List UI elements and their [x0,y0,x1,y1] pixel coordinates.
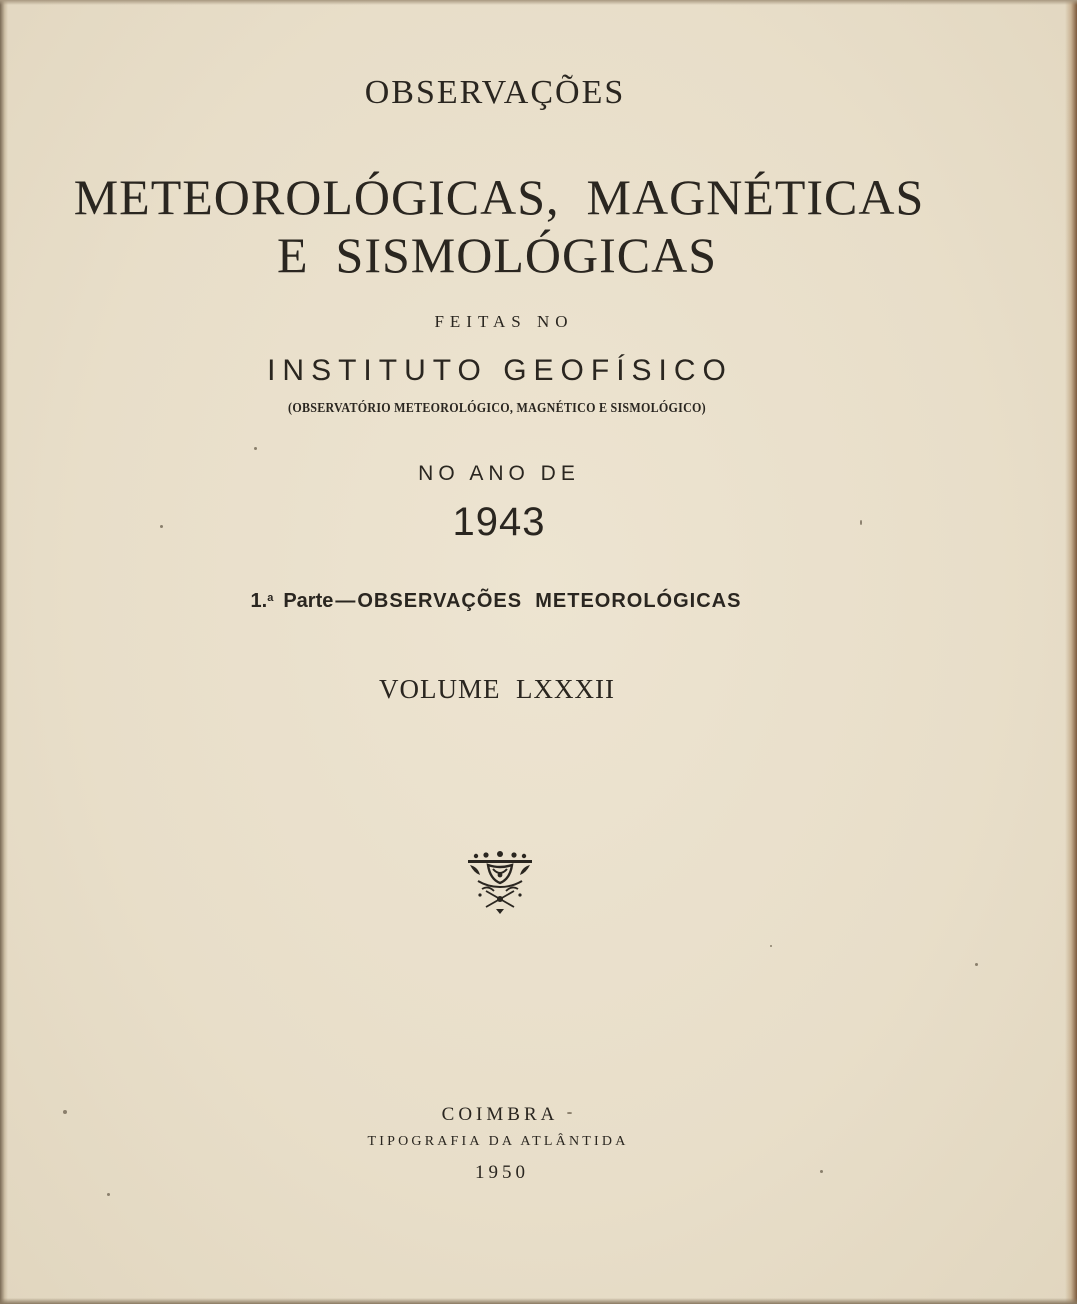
institution-subtitle: (OBSERVATÓRIO METEOROLÓGICO, MAGNÉTICO E SISMOLÓGICO) [288,401,706,416]
part-ordinal: 1. [250,590,268,612]
part-dash: — [335,590,356,612]
feitas-no-label: FEITAS NO [434,312,574,331]
paper-speck [975,963,978,966]
part-ordinal-superscript: a [267,592,274,604]
imprint-printer: TIPOGRAFIA DA ATLÂNTIDA [367,1134,629,1149]
paper-speck [254,447,257,450]
title-line-meteorologicas: METEOROLÓGICAS, MAGNÉTICAS [73,169,925,225]
page-edge-bottom [0,1298,1077,1304]
paper-speck [770,945,772,947]
title-line-sismologicas: E SISMOLÓGICAS [276,227,718,283]
page-edge-left [0,0,8,1304]
paper-speck [107,1193,110,1196]
observation-year: 1943 [452,500,546,544]
paper-speck [860,520,862,525]
printer-ornament-icon [466,851,534,915]
part-heading [251,590,742,613]
volume-number: VOLUME LXXXII [379,674,615,704]
part-word: Parte [283,590,334,612]
page-edge-right [1065,0,1077,1304]
imprint-year: 1950 [475,1162,529,1183]
paper-speck [820,1170,823,1173]
paper-speck [567,1112,572,1114]
title-line-observacoes: OBSERVAÇÕES [364,74,626,111]
paper-speck [63,1110,67,1114]
paper-speck [160,525,163,528]
part-title: OBSERVAÇÕES METEOROLÓGICAS [357,590,742,612]
no-ano-de-label: NO ANO DE [418,462,580,485]
imprint-city: COIMBRA [441,1104,559,1125]
page-edge-top [0,0,1077,5]
institution-name: INSTITUTO GEOFÍSICO [267,354,733,387]
